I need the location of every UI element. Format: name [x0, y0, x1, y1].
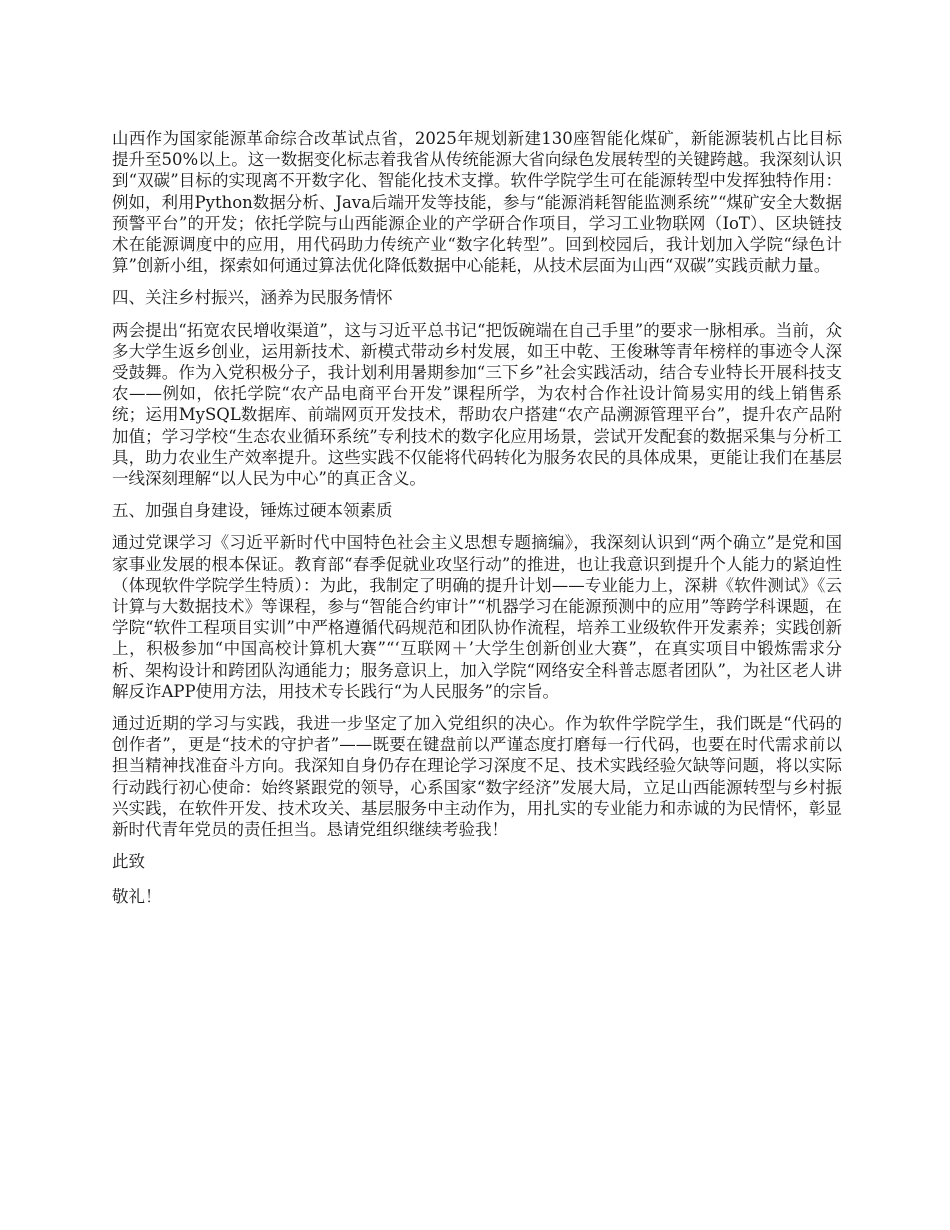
- section-heading-self-improvement: 五、加强自身建设，锤炼过硬本领素质: [112, 501, 393, 521]
- paragraph-energy-transition: 山西作为国家能源革命综合改革试点省，2025年规划新建130座智能化煤矿，新能源装机占比目标提升至50%以上。这一数据变化标志着我省从传统能源大省向绿色发展转型的关键跨越。我深刻认识到“双碳”目标的实现离不开数字化、智能化技术支撑。软件学院学生可在能源转型中发挥独特作用：例如，利用Python数据分析、Java后端开发等技能，参与“能源消耗智能监测系统”“煤矿安全大数据预警平台”的开发；依托学院与山西能源企业的产学研合作项目，学习工业物联网（IoT）、区块链技术在能源调度中的应用，用代码助力传统产业“数字化转型”。回到校园后，我计划加入学院“绿色计算”创新小组，探索如何通过算法优化降低数据中心能耗，从技术层面为山西“双碳”实践贡献力量。: [112, 129, 842, 276]
- paragraph-self-improvement: 通过党课学习《习近平新时代中国特色社会主义思想专题摘编》，我深刻认识到“两个确立”是党和国家事业发展的根本保证。教育部“春季促就业攻坚行动”的推进，也让我意识到提升个人能力的紧迫性（体现软件学院学生特质）：为此，我制定了明确的提升计划——专业能力上，深耕《软件测试》《云计算与大数据技术》等课程，参与“智能合约审计”“机器学习在能源预测中的应用”等跨学科课题，在学院“软件工程项目实训”中严格遵循代码规范和团队协作流程，培养工业级软件开发素养；实践创新上，积极参加“中国高校计算机大赛”“‘互联网＋’大学生创新创业大赛”，在真实项目中锻炼需求分析、架构设计和跨团队沟通能力；服务意识上，加入学院“网络安全科普志愿者团队”，为社区老人讲解反诈APP使用方法，用技术专长践行“为人民服务”的宗旨。: [112, 533, 842, 701]
- closing-regards: 敬礼！: [112, 886, 162, 906]
- paragraph-conclusion: 通过近期的学习与实践，我进一步坚定了加入党组织的决心。作为软件学院学生，我们既是“代码的创作者”，更是“技术的守护者”——既要在键盘前以严谨态度打磨每一行代码，也要在时代需求前以担当精神找准奋斗方向。我深知自身仍存在理论学习深度不足、技术实践经验欠缺等问题，将以实际行动践行初心使命：始终紧跟党的领导，心系国家“数字经济”发展大局，立足山西能源转型与乡村振兴实践，在软件开发、技术攻关、基层服务中主动作为，用扎实的专业能力和赤诚的为民情怀，彰显新时代青年党员的责任担当。恳请党组织继续考验我！: [112, 714, 842, 840]
- paragraph-rural-revitalization: 两会提出“拓宽农民增收渠道”，这与习近平总书记“把饭碗端在自己手里”的要求一脉相承。当前，众多大学生返乡创业，运用新技术、新模式带动乡村发展，如王中乾、王俊琳等青年榜样的事迹令人深受鼓舞。作为入党积极分子，我计划利用暑期参加“三下乡”社会实践活动，结合专业特长开展科技支农——例如，依托学院“农产品电商平台开发”课程所学，为农村合作社设计简易实用的线上销售系统；运用MySQL数据库、前端网页开发技术，帮助农户搭建“农产品溯源管理平台”，提升农产品附加值；学习学校“生态农业循环系统”专利技术的数字化应用场景，尝试开发配套的数据采集与分析工具，助力农业生产效率提升。这些实践不仅能将代码转化为服务农民的具体成果，更能让我们在基层一线深刻理解“以人民为中心”的真正含义。: [112, 320, 842, 489]
- section-heading-rural-revitalization: 四、关注乡村振兴，涵养为民服务情怀: [112, 288, 393, 308]
- closing-salutation: 此致: [112, 852, 145, 872]
- letter-body: [112, 128, 842, 920]
